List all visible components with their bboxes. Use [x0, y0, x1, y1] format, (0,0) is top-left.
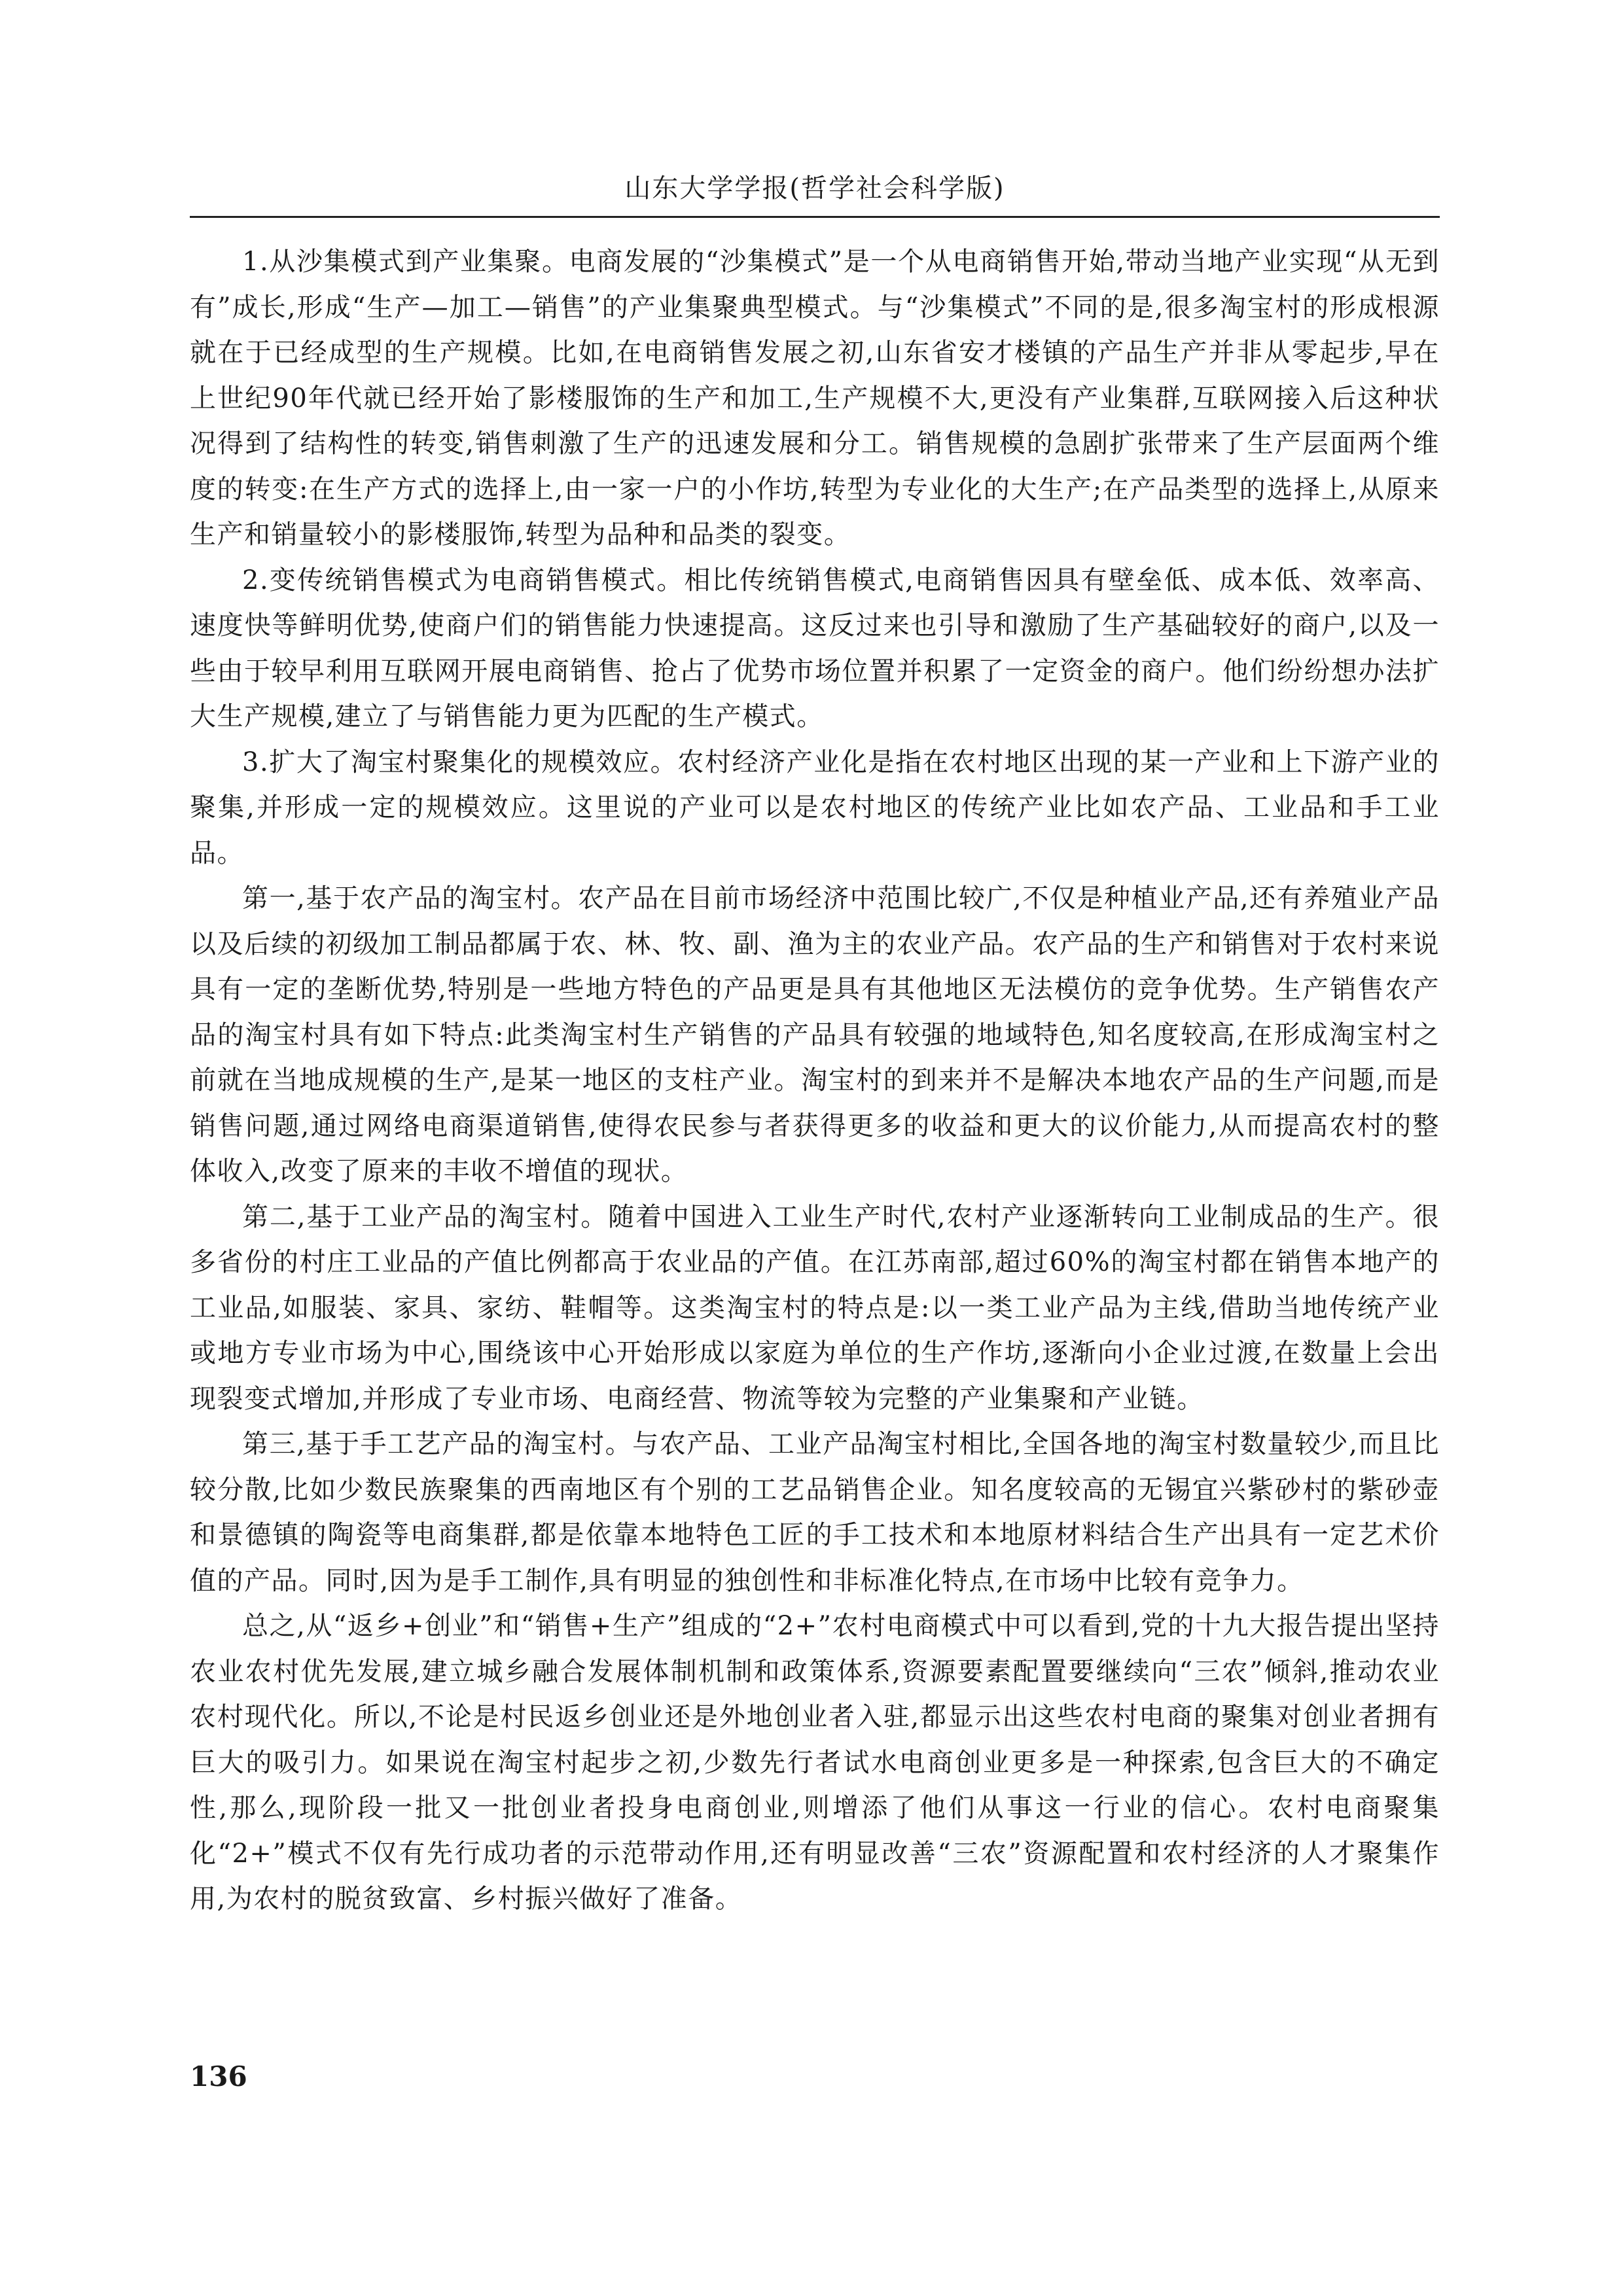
body-text — [190, 239, 1440, 1922]
paragraph-7: 总之,从“返乡+创业”和“销售+生产”组成的“2+”农村电商模式中可以看到,党的十九大报告提出坚持农业农村优先发展,建立城乡融合发展体制机制和政策体系,资源要素配置要继续向“三农”倾斜,推动农业农村现代化。所以,不论是村民返乡创业还是外地创业者入驻,都显示出这些农村电商的聚集对创业者拥有巨大的吸引力。如果说在淘宝村起步之初,少数先行者试水电商创业更多是一种探索,包含巨大的不确定性,那么,现阶段一批又一批创业者投身电商创业,则增添了他们从事这一行业的信心。农村电商聚集化“2+”模式不仅有先行成功者的示范带动作用,还有明显改善“三农”资源配置和农村经济的人才聚集作用,为农村的脱贫致富、乡村振兴做好了准备。 — [190, 1611, 1440, 1914]
header-divider — [190, 216, 1440, 218]
paragraph-4: 第一,基于农产品的淘宝村。农产品在目前市场经济中范围比较广,不仅是种植业产品,还有养殖业产品以及后续的初级加工制品都属于农、林、牧、副、渔为主的农业产品。农产品的生产和销售对于农村来说具有一定的垄断优势,特别是一些地方特色的产品更是具有其他地区无法模仿的竞争优势。生产销售农产品的淘宝村具有如下特点:此类淘宝村生产销售的产品具有较强的地域特色,知名度较高,在形成淘宝村之前就在当地成规模的生产,是某一地区的支柱产业。淘宝村的到来并不是解决本地农产品的生产问题,而是销售问题,通过网络电商渠道销售,使得农民参与者获得更多的收益和更大的议价能力,从而提高农村的整体收入,改变了原来的丰收不增值的现状。 — [190, 883, 1440, 1186]
page-number: 136 — [190, 2060, 247, 2093]
paragraph-3: 3.扩大了淘宝村聚集化的规模效应。农村经济产业化是指在农村地区出现的某一产业和上下游产业的聚集,并形成一定的规模效应。这里说的产业可以是农村地区的传统产业比如农产品、工业品和手工业品。 — [190, 747, 1440, 868]
paragraph-2: 2.变传统销售模式为电商销售模式。相比传统销售模式,电商销售因具有壁垒低、成本低、效率高、速度快等鲜明优势,使商户们的销售能力快速提高。这反过来也引导和激励了生产基础较好的商户,以及一些由于较早利用互联网开展电商销售、抢占了优势市场位置并积累了一定资金的商户。他们纷纷想办法扩大生产规模,建立了与销售能力更为匹配的生产模式。 — [190, 565, 1440, 732]
paragraph-1: 1.从沙集模式到产业集聚。电商发展的“沙集模式”是一个从电商销售开始,带动当地产业实现“从无到有”成长,形成“生产—加工—销售”的产业集聚典型模式。与“沙集模式”不同的是,很多淘宝村的形成根源就在于已经成型的生产规模。比如,在电商销售发展之初,山东省安才楼镇的产品生产并非从零起步,早在上世纪90年代就已经开始了影楼服饰的生产和加工,生产规模不大,更没有产业集群,互联网接入后这种状况得到了结构性的转变,销售刺激了生产的迅速发展和分工。销售规模的急剧扩张带来了生产层面两个维度的转变:在生产方式的选择上,由一家一户的小作坊,转型为专业化的大生产;在产品类型的选择上,从原来生产和销量较小的影楼服饰,转型为品种和品类的裂变。 — [190, 247, 1440, 550]
paragraph-5: 第二,基于工业产品的淘宝村。随着中国进入工业生产时代,农村产业逐渐转向工业制成品的生产。很多省份的村庄工业品的产值比例都高于农业品的产值。在江苏南部,超过60%的淘宝村都在销售本地产的工业品,如服装、家具、家纺、鞋帽等。这类淘宝村的特点是:以一类工业产品为主线,借助当地传统产业或地方专业市场为中心,围绕该中心开始形成以家庭为单位的生产作坊,逐渐向小企业过渡,在数量上会出现裂变式增加,并形成了专业市场、电商经营、物流等较为完整的产业集聚和产业链。 — [190, 1201, 1440, 1414]
running-header-journal-title: 山东大学学报(哲学社会科学版) — [624, 173, 1005, 203]
paragraph-6: 第三,基于手工艺产品的淘宝村。与农产品、工业产品淘宝村相比,全国各地的淘宝村数量较少,而且比较分散,比如少数民族聚集的西南地区有个别的工艺品销售企业。知名度较高的无锡宜兴紫砂村的紫砂壶和景德镇的陶瓷等电商集群,都是依靠本地特色工匠的手工技术和本地原材料结合生产出具有一定艺术价值的产品。同时,因为是手工制作,具有明显的独创性和非标准化特点,在市场中比较有竞争力。 — [190, 1429, 1440, 1596]
